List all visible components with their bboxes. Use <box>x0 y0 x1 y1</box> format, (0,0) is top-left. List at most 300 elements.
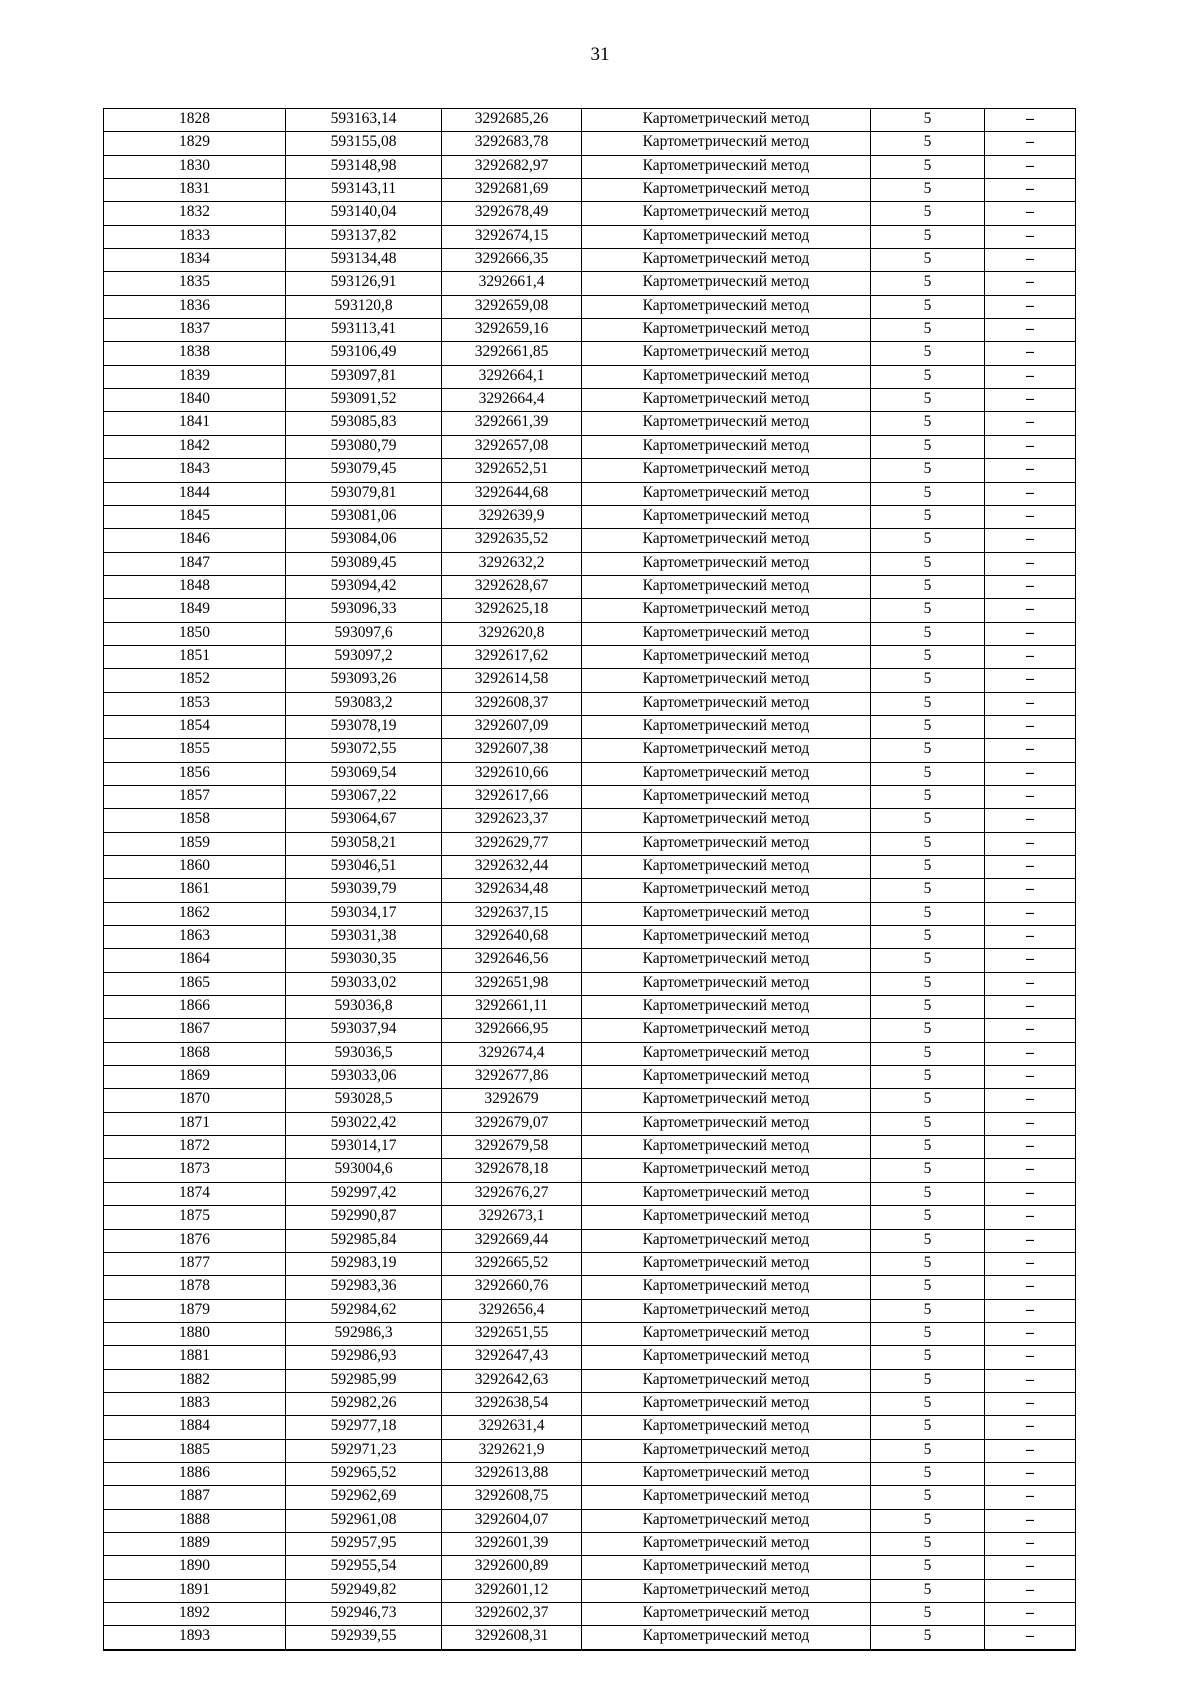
precision-cell: 5 <box>871 1509 985 1532</box>
point-number-cell: 1871 <box>104 1112 286 1135</box>
point-number-cell: 1873 <box>104 1159 286 1182</box>
table-row <box>104 412 1076 435</box>
table-row <box>104 1369 1076 1392</box>
table-row <box>104 1182 1076 1205</box>
y-coordinate-cell: 3292604,07 <box>442 1509 582 1532</box>
precision-cell: 5 <box>871 599 985 622</box>
y-coordinate-cell: 3292661,85 <box>442 342 582 365</box>
x-coordinate-cell: 592982,26 <box>286 1392 442 1415</box>
x-coordinate-cell: 593033,02 <box>286 972 442 995</box>
point-number-cell: 1876 <box>104 1229 286 1252</box>
method-cell: Картометрический метод <box>582 552 871 575</box>
dash-cell: – <box>985 1462 1076 1485</box>
dash-cell: – <box>985 1603 1076 1626</box>
method-cell: Картометрический метод <box>582 1509 871 1532</box>
x-coordinate-cell: 593113,41 <box>286 319 442 342</box>
point-number-cell: 1857 <box>104 785 286 808</box>
table-row <box>104 1556 1076 1579</box>
precision-cell: 5 <box>871 1556 985 1579</box>
x-coordinate-cell: 593033,06 <box>286 1066 442 1089</box>
y-coordinate-cell: 3292679,07 <box>442 1112 582 1135</box>
y-coordinate-cell: 3292683,78 <box>442 132 582 155</box>
point-number-cell: 1892 <box>104 1603 286 1626</box>
point-number-cell: 1864 <box>104 949 286 972</box>
dash-cell: – <box>985 879 1076 902</box>
y-coordinate-cell: 3292661,39 <box>442 412 582 435</box>
table-row <box>104 342 1076 365</box>
method-cell: Картометрический метод <box>582 1136 871 1159</box>
table-row <box>104 1626 1076 1650</box>
table-row <box>104 1112 1076 1135</box>
precision-cell: 5 <box>871 179 985 202</box>
dash-cell: – <box>985 1346 1076 1369</box>
method-cell: Картометрический метод <box>582 996 871 1019</box>
x-coordinate-cell: 592971,23 <box>286 1439 442 1462</box>
table-row <box>104 155 1076 178</box>
dash-cell: – <box>985 669 1076 692</box>
y-coordinate-cell: 3292664,4 <box>442 389 582 412</box>
point-number-cell: 1886 <box>104 1462 286 1485</box>
y-coordinate-cell: 3292608,37 <box>442 692 582 715</box>
point-number-cell: 1841 <box>104 412 286 435</box>
x-coordinate-cell: 593058,21 <box>286 832 442 855</box>
table-row <box>104 1486 1076 1509</box>
dash-cell: – <box>985 809 1076 832</box>
method-cell: Картометрический метод <box>582 1229 871 1252</box>
y-coordinate-cell: 3292639,9 <box>442 505 582 528</box>
precision-cell: 5 <box>871 575 985 598</box>
y-coordinate-cell: 3292600,89 <box>442 1556 582 1579</box>
precision-cell: 5 <box>871 1229 985 1252</box>
precision-cell: 5 <box>871 1276 985 1299</box>
y-coordinate-cell: 3292632,2 <box>442 552 582 575</box>
dash-cell: – <box>985 155 1076 178</box>
method-cell: Картометрический метод <box>582 1416 871 1439</box>
point-number-cell: 1870 <box>104 1089 286 1112</box>
dash-cell: – <box>985 1322 1076 1345</box>
point-number-cell: 1850 <box>104 622 286 645</box>
method-cell: Картометрический метод <box>582 435 871 458</box>
precision-cell: 5 <box>871 645 985 668</box>
table-row <box>104 902 1076 925</box>
dash-cell: – <box>985 342 1076 365</box>
table-row <box>104 1019 1076 1042</box>
precision-cell: 5 <box>871 1066 985 1089</box>
precision-cell: 5 <box>871 482 985 505</box>
point-number-cell: 1840 <box>104 389 286 412</box>
precision-cell: 5 <box>871 926 985 949</box>
point-number-cell: 1868 <box>104 1042 286 1065</box>
precision-cell: 5 <box>871 412 985 435</box>
x-coordinate-cell: 592997,42 <box>286 1182 442 1205</box>
precision-cell: 5 <box>871 1369 985 1392</box>
point-number-cell: 1884 <box>104 1416 286 1439</box>
table-row <box>104 552 1076 575</box>
y-coordinate-cell: 3292679 <box>442 1089 582 1112</box>
dash-cell: – <box>985 692 1076 715</box>
precision-cell: 5 <box>871 715 985 738</box>
x-coordinate-cell: 593004,6 <box>286 1159 442 1182</box>
dash-cell: – <box>985 996 1076 1019</box>
precision-cell: 5 <box>871 832 985 855</box>
x-coordinate-cell: 592986,3 <box>286 1322 442 1345</box>
table-row <box>104 365 1076 388</box>
precision-cell: 5 <box>871 949 985 972</box>
x-coordinate-cell: 592962,69 <box>286 1486 442 1509</box>
precision-cell: 5 <box>871 319 985 342</box>
dash-cell: – <box>985 902 1076 925</box>
method-cell: Картометрический метод <box>582 599 871 622</box>
point-number-cell: 1858 <box>104 809 286 832</box>
table-row <box>104 132 1076 155</box>
method-cell: Картометрический метод <box>582 1626 871 1650</box>
y-coordinate-cell: 3292661,4 <box>442 272 582 295</box>
method-cell: Картометрический метод <box>582 1603 871 1626</box>
point-number-cell: 1859 <box>104 832 286 855</box>
dash-cell: – <box>985 1369 1076 1392</box>
method-cell: Картометрический метод <box>582 1579 871 1602</box>
method-cell: Картометрический метод <box>582 132 871 155</box>
y-coordinate-cell: 3292647,43 <box>442 1346 582 1369</box>
y-coordinate-cell: 3292608,75 <box>442 1486 582 1509</box>
y-coordinate-cell: 3292601,39 <box>442 1532 582 1555</box>
point-number-cell: 1848 <box>104 575 286 598</box>
table-row <box>104 1089 1076 1112</box>
dash-cell: – <box>985 202 1076 225</box>
x-coordinate-cell: 593134,48 <box>286 249 442 272</box>
table-row <box>104 1603 1076 1626</box>
x-coordinate-cell: 593089,45 <box>286 552 442 575</box>
point-number-cell: 1877 <box>104 1252 286 1275</box>
x-coordinate-cell: 593097,2 <box>286 645 442 668</box>
x-coordinate-cell: 593140,04 <box>286 202 442 225</box>
y-coordinate-cell: 3292628,67 <box>442 575 582 598</box>
precision-cell: 5 <box>871 856 985 879</box>
y-coordinate-cell: 3292660,76 <box>442 1276 582 1299</box>
y-coordinate-cell: 3292629,77 <box>442 832 582 855</box>
point-number-cell: 1833 <box>104 225 286 248</box>
y-coordinate-cell: 3292614,58 <box>442 669 582 692</box>
table-row <box>104 389 1076 412</box>
table-row <box>104 1346 1076 1369</box>
table-row <box>104 319 1076 342</box>
method-cell: Картометрический метод <box>582 1369 871 1392</box>
point-number-cell: 1847 <box>104 552 286 575</box>
x-coordinate-cell: 593064,67 <box>286 809 442 832</box>
x-coordinate-cell: 593093,26 <box>286 669 442 692</box>
precision-cell: 5 <box>871 1252 985 1275</box>
table-row <box>104 1276 1076 1299</box>
dash-cell: – <box>985 1509 1076 1532</box>
dash-cell: – <box>985 856 1076 879</box>
dash-cell: – <box>985 1066 1076 1089</box>
method-cell: Картометрический метод <box>582 1089 871 1112</box>
dash-cell: – <box>985 1556 1076 1579</box>
dash-cell: – <box>985 505 1076 528</box>
precision-cell: 5 <box>871 1532 985 1555</box>
method-cell: Картометрический метод <box>582 926 871 949</box>
table-row <box>104 1252 1076 1275</box>
y-coordinate-cell: 3292617,66 <box>442 785 582 808</box>
x-coordinate-cell: 593106,49 <box>286 342 442 365</box>
method-cell: Картометрический метод <box>582 879 871 902</box>
point-number-cell: 1875 <box>104 1206 286 1229</box>
precision-cell: 5 <box>871 1439 985 1462</box>
method-cell: Картометрический метод <box>582 225 871 248</box>
y-coordinate-cell: 3292652,51 <box>442 459 582 482</box>
dash-cell: – <box>985 949 1076 972</box>
x-coordinate-cell: 593081,06 <box>286 505 442 528</box>
y-coordinate-cell: 3292682,97 <box>442 155 582 178</box>
table-row <box>104 879 1076 902</box>
x-coordinate-cell: 592985,84 <box>286 1229 442 1252</box>
precision-cell: 5 <box>871 809 985 832</box>
x-coordinate-cell: 593097,81 <box>286 365 442 388</box>
table-row <box>104 1532 1076 1555</box>
method-cell: Картометрический метод <box>582 575 871 598</box>
point-number-cell: 1867 <box>104 1019 286 1042</box>
page-number: 31 <box>590 44 610 65</box>
method-cell: Картометрический метод <box>582 622 871 645</box>
x-coordinate-cell: 593039,79 <box>286 879 442 902</box>
method-cell: Картометрический метод <box>582 1392 871 1415</box>
point-number-cell: 1863 <box>104 926 286 949</box>
point-number-cell: 1839 <box>104 365 286 388</box>
precision-cell: 5 <box>871 1299 985 1322</box>
precision-cell: 5 <box>871 342 985 365</box>
point-number-cell: 1842 <box>104 435 286 458</box>
precision-cell: 5 <box>871 762 985 785</box>
dash-cell: – <box>985 622 1076 645</box>
dash-cell: – <box>985 179 1076 202</box>
x-coordinate-cell: 593079,81 <box>286 482 442 505</box>
table-row <box>104 225 1076 248</box>
y-coordinate-cell: 3292617,62 <box>442 645 582 668</box>
point-number-cell: 1882 <box>104 1369 286 1392</box>
x-coordinate-cell: 593155,08 <box>286 132 442 155</box>
y-coordinate-cell: 3292674,4 <box>442 1042 582 1065</box>
method-cell: Картометрический метод <box>582 1346 871 1369</box>
table-row <box>104 202 1076 225</box>
table-row <box>104 1299 1076 1322</box>
y-coordinate-cell: 3292661,11 <box>442 996 582 1019</box>
point-number-cell: 1893 <box>104 1626 286 1650</box>
precision-cell: 5 <box>871 1346 985 1369</box>
point-number-cell: 1890 <box>104 1556 286 1579</box>
dash-cell: – <box>985 1089 1076 1112</box>
x-coordinate-cell: 593069,54 <box>286 762 442 785</box>
table-row <box>104 996 1076 1019</box>
method-cell: Картометрический метод <box>582 1252 871 1275</box>
method-cell: Картометрический метод <box>582 715 871 738</box>
point-number-cell: 1852 <box>104 669 286 692</box>
y-coordinate-cell: 3292620,8 <box>442 622 582 645</box>
x-coordinate-cell: 593120,8 <box>286 295 442 318</box>
table-row <box>104 762 1076 785</box>
method-cell: Картометрический метод <box>582 669 871 692</box>
point-number-cell: 1853 <box>104 692 286 715</box>
y-coordinate-cell: 3292669,44 <box>442 1229 582 1252</box>
y-coordinate-cell: 3292602,37 <box>442 1603 582 1626</box>
x-coordinate-cell: 593148,98 <box>286 155 442 178</box>
x-coordinate-cell: 593067,22 <box>286 785 442 808</box>
method-cell: Картометрический метод <box>582 1299 871 1322</box>
table-row <box>104 575 1076 598</box>
dash-cell: – <box>985 1416 1076 1439</box>
table-row <box>104 109 1076 132</box>
precision-cell: 5 <box>871 155 985 178</box>
point-number-cell: 1891 <box>104 1579 286 1602</box>
dash-cell: – <box>985 1486 1076 1509</box>
method-cell: Картометрический метод <box>582 856 871 879</box>
point-number-cell: 1879 <box>104 1299 286 1322</box>
table-row <box>104 1136 1076 1159</box>
precision-cell: 5 <box>871 785 985 808</box>
precision-cell: 5 <box>871 1579 985 1602</box>
y-coordinate-cell: 3292664,1 <box>442 365 582 388</box>
point-number-cell: 1889 <box>104 1532 286 1555</box>
precision-cell: 5 <box>871 1112 985 1135</box>
x-coordinate-cell: 593036,8 <box>286 996 442 1019</box>
table-row <box>104 272 1076 295</box>
precision-cell: 5 <box>871 1206 985 1229</box>
y-coordinate-cell: 3292640,68 <box>442 926 582 949</box>
table-row <box>104 1439 1076 1462</box>
point-number-cell: 1865 <box>104 972 286 995</box>
dash-cell: – <box>985 1159 1076 1182</box>
dash-cell: – <box>985 926 1076 949</box>
method-cell: Картометрический метод <box>582 1019 871 1042</box>
table-row <box>104 295 1076 318</box>
x-coordinate-cell: 593163,14 <box>286 109 442 132</box>
y-coordinate-cell: 3292635,52 <box>442 529 582 552</box>
y-coordinate-cell: 3292657,08 <box>442 435 582 458</box>
precision-cell: 5 <box>871 1392 985 1415</box>
precision-cell: 5 <box>871 692 985 715</box>
dash-cell: – <box>985 1276 1076 1299</box>
y-coordinate-cell: 3292637,15 <box>442 902 582 925</box>
dash-cell: – <box>985 645 1076 668</box>
precision-cell: 5 <box>871 1322 985 1345</box>
table-row <box>104 599 1076 622</box>
method-cell: Картометрический метод <box>582 109 871 132</box>
table-row <box>104 435 1076 458</box>
coordinates-table <box>103 108 1076 1651</box>
dash-cell: – <box>985 435 1076 458</box>
dash-cell: – <box>985 459 1076 482</box>
precision-cell: 5 <box>871 1486 985 1509</box>
dash-cell: – <box>985 319 1076 342</box>
method-cell: Картометрический метод <box>582 202 871 225</box>
x-coordinate-cell: 592961,08 <box>286 1509 442 1532</box>
method-cell: Картометрический метод <box>582 319 871 342</box>
point-number-cell: 1887 <box>104 1486 286 1509</box>
method-cell: Картометрический метод <box>582 249 871 272</box>
point-number-cell: 1837 <box>104 319 286 342</box>
method-cell: Картометрический метод <box>582 272 871 295</box>
dash-cell: – <box>985 1439 1076 1462</box>
x-coordinate-cell: 593031,38 <box>286 926 442 949</box>
y-coordinate-cell: 3292677,86 <box>442 1066 582 1089</box>
dash-cell: – <box>985 272 1076 295</box>
precision-cell: 5 <box>871 739 985 762</box>
precision-cell: 5 <box>871 435 985 458</box>
point-number-cell: 1845 <box>104 505 286 528</box>
x-coordinate-cell: 593037,94 <box>286 1019 442 1042</box>
method-cell: Картометрический метод <box>582 1066 871 1089</box>
y-coordinate-cell: 3292651,55 <box>442 1322 582 1345</box>
dash-cell: – <box>985 1579 1076 1602</box>
y-coordinate-cell: 3292678,49 <box>442 202 582 225</box>
point-number-cell: 1883 <box>104 1392 286 1415</box>
precision-cell: 5 <box>871 1042 985 1065</box>
precision-cell: 5 <box>871 389 985 412</box>
dash-cell: – <box>985 1019 1076 1042</box>
y-coordinate-cell: 3292621,9 <box>442 1439 582 1462</box>
precision-cell: 5 <box>871 109 985 132</box>
y-coordinate-cell: 3292638,54 <box>442 1392 582 1415</box>
point-number-cell: 1861 <box>104 879 286 902</box>
precision-cell: 5 <box>871 1182 985 1205</box>
dash-cell: – <box>985 1112 1076 1135</box>
point-number-cell: 1860 <box>104 856 286 879</box>
dash-cell: – <box>985 785 1076 808</box>
precision-cell: 5 <box>871 1089 985 1112</box>
method-cell: Картометрический метод <box>582 179 871 202</box>
point-number-cell: 1872 <box>104 1136 286 1159</box>
table-row <box>104 856 1076 879</box>
point-number-cell: 1834 <box>104 249 286 272</box>
point-number-cell: 1832 <box>104 202 286 225</box>
x-coordinate-cell: 593126,91 <box>286 272 442 295</box>
dash-cell: – <box>985 739 1076 762</box>
method-cell: Картометрический метод <box>582 645 871 668</box>
y-coordinate-cell: 3292651,98 <box>442 972 582 995</box>
dash-cell: – <box>985 715 1076 738</box>
dash-cell: – <box>985 295 1076 318</box>
y-coordinate-cell: 3292613,88 <box>442 1462 582 1485</box>
point-number-cell: 1855 <box>104 739 286 762</box>
y-coordinate-cell: 3292666,35 <box>442 249 582 272</box>
x-coordinate-cell: 592990,87 <box>286 1206 442 1229</box>
y-coordinate-cell: 3292659,08 <box>442 295 582 318</box>
y-coordinate-cell: 3292607,09 <box>442 715 582 738</box>
x-coordinate-cell: 592984,62 <box>286 1299 442 1322</box>
y-coordinate-cell: 3292644,68 <box>442 482 582 505</box>
table-row <box>104 249 1076 272</box>
method-cell: Картометрический метод <box>582 389 871 412</box>
dash-cell: – <box>985 1206 1076 1229</box>
table-row <box>104 669 1076 692</box>
y-coordinate-cell: 3292601,12 <box>442 1579 582 1602</box>
method-cell: Картометрический метод <box>582 1042 871 1065</box>
x-coordinate-cell: 593097,6 <box>286 622 442 645</box>
method-cell: Картометрический метод <box>582 412 871 435</box>
dash-cell: – <box>985 575 1076 598</box>
table-row <box>104 505 1076 528</box>
table-row <box>104 785 1076 808</box>
dash-cell: – <box>985 225 1076 248</box>
dash-cell: – <box>985 1182 1076 1205</box>
x-coordinate-cell: 593091,52 <box>286 389 442 412</box>
x-coordinate-cell: 592939,55 <box>286 1626 442 1650</box>
precision-cell: 5 <box>871 529 985 552</box>
y-coordinate-cell: 3292631,4 <box>442 1416 582 1439</box>
precision-cell: 5 <box>871 365 985 388</box>
x-coordinate-cell: 593028,5 <box>286 1089 442 1112</box>
point-number-cell: 1880 <box>104 1322 286 1345</box>
precision-cell: 5 <box>871 1136 985 1159</box>
